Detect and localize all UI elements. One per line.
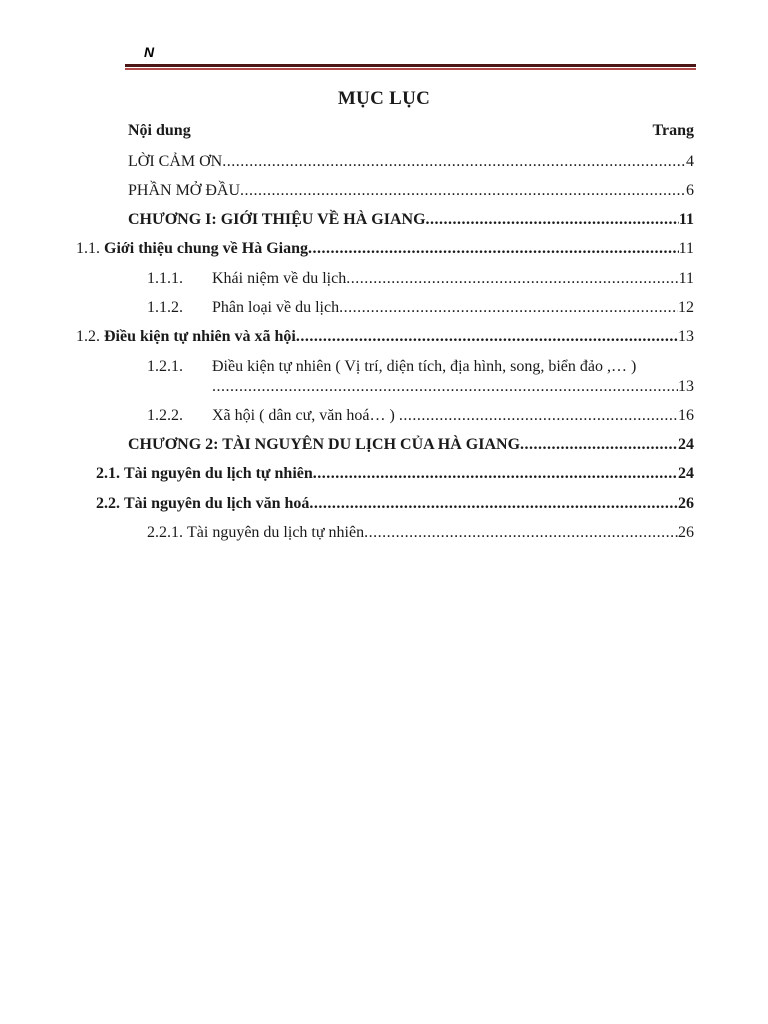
toc-entry-number: 1.2.1. <box>147 358 183 375</box>
toc-leader <box>308 238 679 260</box>
toc-entry-page: 24 <box>678 465 694 482</box>
header-rule-accent <box>125 68 696 70</box>
toc-entry-number: 1.2. <box>76 328 104 345</box>
toc-leader <box>240 180 686 202</box>
toc-leader <box>346 268 678 290</box>
toc-entry-text: Tài nguyên du lịch văn hoá <box>124 495 310 512</box>
column-header-page: Trang <box>652 122 694 139</box>
header-mark: N <box>144 44 155 60</box>
toc-entry-text: Phân loại về du lịch <box>212 299 340 316</box>
toc-entry-text: Giới thiệu chung về Hà Giang <box>104 240 308 257</box>
toc-leader <box>313 463 678 485</box>
toc-leader <box>296 326 678 348</box>
header-rule <box>125 64 696 67</box>
toc-entry-text: Tài nguyên du lịch tự nhiên <box>187 524 365 541</box>
toc-entry-page: 11 <box>678 270 694 287</box>
toc-entry[interactable] <box>128 151 694 173</box>
toc-entry-number: 1.1. <box>76 240 104 257</box>
toc-leader <box>364 522 678 544</box>
toc-entry-page: 6 <box>686 182 694 199</box>
toc-entry-subsection[interactable] <box>147 522 694 544</box>
toc-entry-number: 1.1.1. <box>147 270 183 287</box>
toc-entry-text: Xã hội ( dân cư, văn hoá… ) <box>212 407 399 424</box>
toc-entry-page: 24 <box>678 436 694 453</box>
toc-entry-text: CHƯƠNG 2: TÀI NGUYÊN DU LỊCH CỦA HÀ GIANG <box>128 436 521 453</box>
toc-entry-page: 11 <box>678 240 694 257</box>
toc-entry-number: 2.2. <box>96 495 124 512</box>
toc-entry-page: 12 <box>678 299 694 316</box>
toc-entry-page: 13 <box>678 328 694 345</box>
toc-entry-chapter[interactable] <box>128 209 694 231</box>
toc-leader <box>399 405 678 427</box>
toc-leader <box>426 209 679 231</box>
toc-entry-section[interactable] <box>76 326 694 348</box>
toc-entry-page: 13 <box>678 378 694 395</box>
toc-entry-section[interactable] <box>96 493 694 515</box>
toc-leader <box>309 493 678 515</box>
toc-entry-number: 1.1.2. <box>147 299 183 316</box>
toc-leader <box>339 297 678 319</box>
toc-entry-chapter[interactable] <box>128 434 694 456</box>
toc-entry-number: 1.2.2. <box>147 407 183 424</box>
toc-entry-page: 26 <box>678 524 694 541</box>
toc-entry-section[interactable] <box>76 238 694 260</box>
toc-entry-text: Điều kiện tự nhiên và xã hội <box>104 328 296 345</box>
toc-leader <box>520 434 678 456</box>
column-header-content: Nội dung <box>128 122 191 139</box>
toc-entry-subsection[interactable] <box>147 356 694 378</box>
toc-entry-text: Tài nguyên du lịch tự nhiên <box>124 465 313 482</box>
toc-entry-text: Điều kiện tự nhiên ( Vị trí, diện tích, địa hình, song, biển đảo ,… ) <box>212 358 637 375</box>
toc-leader <box>222 151 686 173</box>
toc-entry-continuation[interactable] <box>212 376 694 398</box>
toc-entry-page: 26 <box>678 495 694 512</box>
toc-entry-subsection[interactable] <box>147 297 694 319</box>
toc-entry-text: LỜI CẢM ƠN <box>128 153 223 170</box>
toc-entry-number: 2.1. <box>96 465 124 482</box>
toc-entry-page: 16 <box>678 407 694 424</box>
toc-leader <box>212 376 678 398</box>
toc-entry-number: 2.2.1. <box>147 524 187 541</box>
toc-entry-page: 4 <box>686 153 694 170</box>
toc-entry[interactable] <box>128 180 694 202</box>
toc-entry-subsection[interactable] <box>147 405 694 427</box>
toc-entry-text: Khái niệm về du lịch <box>212 270 347 287</box>
toc-entry-section[interactable] <box>96 463 694 485</box>
page-title: MỤC LỤC <box>337 88 431 109</box>
toc-entry-text: CHƯƠNG I: GIỚI THIỆU VỀ HÀ GIANG <box>128 211 426 228</box>
toc-entry-page: 11 <box>678 211 694 228</box>
toc-entry-text: PHẦN MỞ ĐẦU <box>128 182 241 199</box>
toc-entry-subsection[interactable] <box>147 268 694 290</box>
